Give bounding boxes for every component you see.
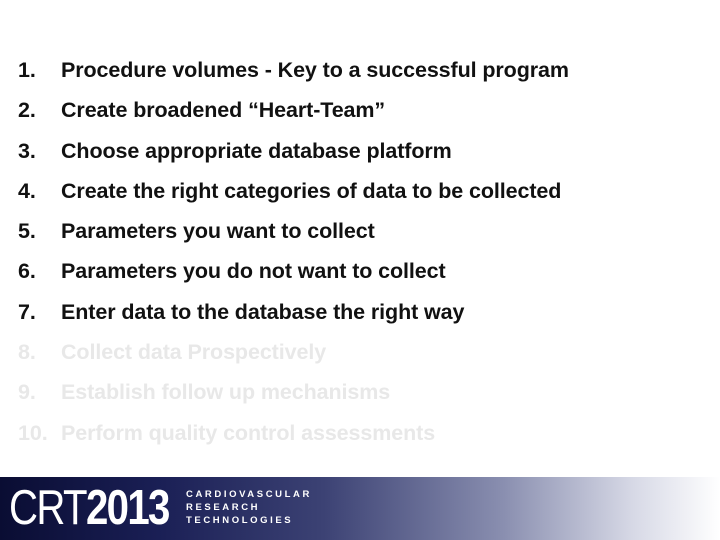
item-text: Establish follow up mechanisms	[61, 380, 391, 405]
agenda-item-6	[18, 251, 708, 291]
item-text: Create broadened “Heart-Team”	[61, 98, 386, 123]
item-number: 1.	[18, 58, 36, 82]
agenda-item-10	[18, 413, 708, 453]
agenda-item-4	[18, 171, 708, 211]
item-text: Perform quality control assessments	[61, 420, 436, 445]
item-text: Create the right categories of data to be collected	[61, 178, 562, 203]
item-text: Procedure volumes - Key to a successful program	[61, 58, 569, 82]
item-number: 8.	[18, 340, 36, 365]
agenda-list	[18, 50, 708, 453]
item-number: 9.	[18, 380, 36, 405]
logo-line-1: CARDIOVASCULAR	[186, 489, 312, 500]
item-number: 4.	[18, 178, 36, 203]
item-number: 5.	[18, 219, 36, 244]
item-text: Parameters you do not want to collect	[61, 259, 446, 284]
footer-banner	[0, 477, 720, 540]
item-text: Enter data to the database the right way	[61, 299, 465, 324]
agenda-item-3	[18, 131, 708, 171]
logo-year: 2013	[85, 481, 169, 535]
item-text: Collect data Prospectively	[61, 340, 327, 365]
logo-tagline	[186, 488, 326, 527]
agenda-item-9	[18, 372, 708, 412]
item-text: Parameters you want to collect	[61, 219, 375, 244]
agenda-item-5	[18, 211, 708, 251]
logo-line-2: RESEARCH	[186, 502, 261, 513]
agenda-item-1	[18, 50, 708, 90]
item-number: 3.	[18, 138, 36, 163]
item-number: 7.	[18, 299, 36, 324]
item-number: 6.	[18, 259, 36, 284]
item-number: 2.	[18, 98, 36, 123]
agenda-item-7	[18, 292, 708, 332]
logo-line-3: TECHNOLOGIES	[186, 515, 294, 526]
agenda-item-2	[18, 90, 708, 130]
item-number: 10.	[18, 420, 48, 445]
crt-logo	[9, 481, 169, 536]
logo-prefix: CRT	[9, 481, 86, 535]
item-text: Choose appropriate database platform	[61, 138, 452, 163]
agenda-item-8	[18, 332, 708, 372]
